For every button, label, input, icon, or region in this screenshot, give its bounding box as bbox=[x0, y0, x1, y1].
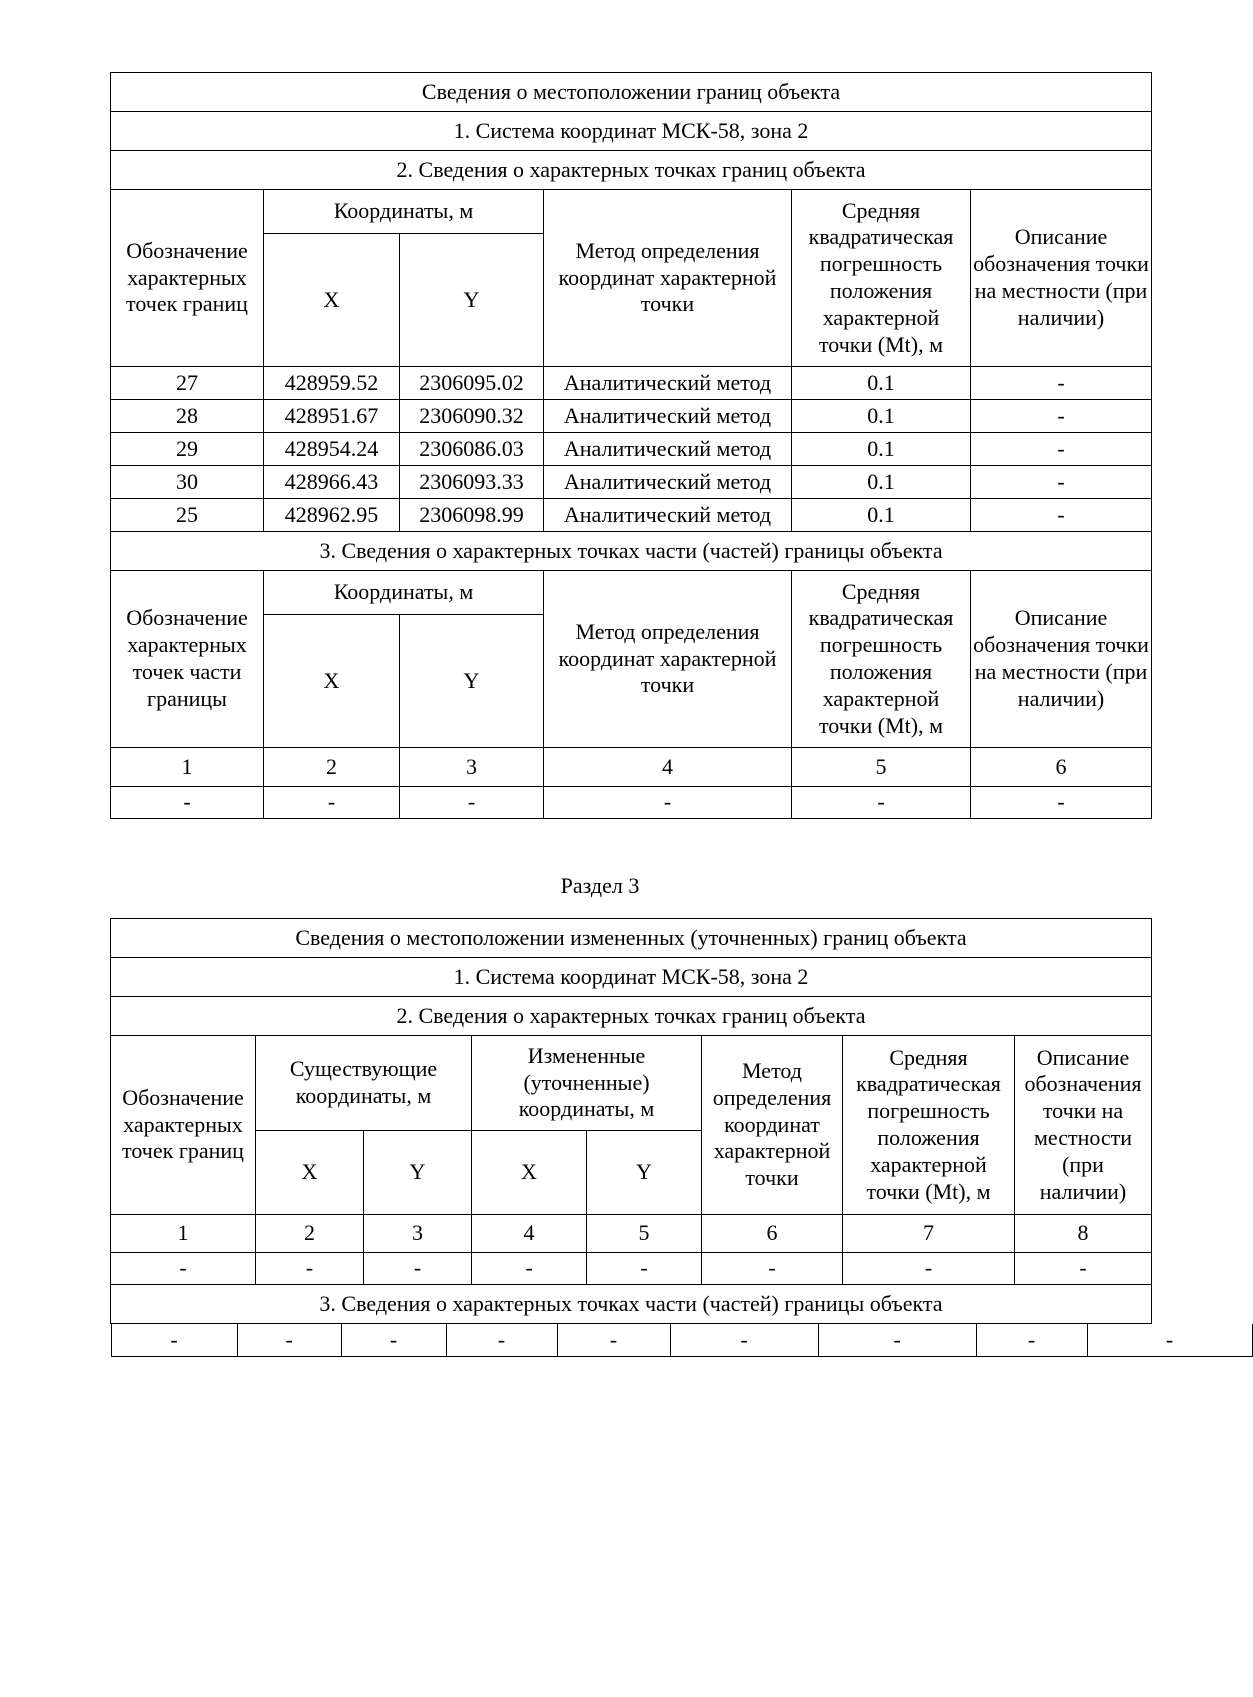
table-row bbox=[111, 787, 1152, 819]
cell-error: 0.1 bbox=[792, 499, 971, 532]
cell-x: 428962.95 bbox=[264, 499, 400, 532]
cell-error: 0.1 bbox=[792, 367, 971, 400]
header-desc: Описание обозначения точки на местности (при наличии) bbox=[971, 190, 1152, 367]
empty-cell: - bbox=[256, 1253, 364, 1285]
column-number: 7 bbox=[843, 1215, 1015, 1253]
header-method: Метод определения координат характерной точки bbox=[544, 190, 792, 367]
cell-method: Аналитический метод bbox=[544, 499, 792, 532]
cell-desc: - bbox=[971, 499, 1152, 532]
empty-cell: - bbox=[472, 1253, 587, 1285]
section-3-title: 3. Сведения о характерных точках части (частей) границы объекта bbox=[111, 1285, 1152, 1324]
empty-cell: - bbox=[971, 787, 1152, 819]
header-changed-coords: Измененные (уточненные) координаты, м bbox=[472, 1036, 702, 1131]
cell-desc: - bbox=[971, 466, 1152, 499]
cell-point: 28 bbox=[111, 400, 264, 433]
section-3-title: 3. Сведения о характерных точках части (частей) границы объекта bbox=[111, 532, 1152, 571]
header-desc: Описание обозначения точки на местности (при наличии) bbox=[971, 571, 1152, 748]
column-number: 3 bbox=[364, 1215, 472, 1253]
header-error: Средняя квадратическая погрешность положения характерной точки (Mt), м bbox=[792, 190, 971, 367]
header-x: X bbox=[264, 234, 400, 367]
empty-cell: - bbox=[557, 1324, 670, 1356]
cell-method: Аналитический метод bbox=[544, 466, 792, 499]
empty-cell: - bbox=[976, 1324, 1087, 1356]
cell-y: 2306093.33 bbox=[400, 466, 544, 499]
header-x: X bbox=[256, 1131, 364, 1215]
column-number: 2 bbox=[264, 748, 400, 787]
empty-cell: - bbox=[1087, 1324, 1252, 1356]
cell-x: 428966.43 bbox=[264, 466, 400, 499]
table-row bbox=[111, 367, 1152, 400]
cell-x: 428959.52 bbox=[264, 367, 400, 400]
column-number: 4 bbox=[544, 748, 792, 787]
column-number-row bbox=[111, 1215, 1152, 1253]
cell-y: 2306086.03 bbox=[400, 433, 544, 466]
empty-cell: - bbox=[364, 1253, 472, 1285]
column-number: 5 bbox=[587, 1215, 702, 1253]
cell-x: 428951.67 bbox=[264, 400, 400, 433]
empty-cell: - bbox=[111, 787, 264, 819]
header-y: Y bbox=[400, 234, 544, 367]
cell-error: 0.1 bbox=[792, 400, 971, 433]
cell-y: 2306095.02 bbox=[400, 367, 544, 400]
empty-cell: - bbox=[587, 1253, 702, 1285]
column-number-row bbox=[111, 748, 1152, 787]
empty-cell: - bbox=[341, 1324, 446, 1356]
header-existing-coords: Существующие координаты, м bbox=[256, 1036, 472, 1131]
part-row-container bbox=[111, 1324, 1174, 1357]
empty-cell: - bbox=[237, 1324, 341, 1356]
column-number: 2 bbox=[256, 1215, 364, 1253]
header-x: X bbox=[472, 1131, 587, 1215]
empty-cell: - bbox=[1015, 1253, 1152, 1285]
header-point: Обозначение характерных точек границ bbox=[111, 190, 264, 367]
cell-error: 0.1 bbox=[792, 433, 971, 466]
header-coords: Координаты, м bbox=[264, 571, 544, 615]
column-number: 1 bbox=[111, 1215, 256, 1253]
coordinate-system: 1. Система координат МСК-58, зона 2 bbox=[111, 958, 1152, 997]
table-row bbox=[111, 1324, 1152, 1357]
header-y: Y bbox=[364, 1131, 472, 1215]
cell-y: 2306090.32 bbox=[400, 400, 544, 433]
empty-cell: - bbox=[843, 1253, 1015, 1285]
empty-cell: - bbox=[111, 1253, 256, 1285]
section-2-title: 2. Сведения о характерных точках границ объекта bbox=[111, 997, 1152, 1036]
header-point: Обозначение характерных точек границ bbox=[111, 1036, 256, 1215]
column-number: 6 bbox=[702, 1215, 843, 1253]
column-number: 1 bbox=[111, 748, 264, 787]
column-number: 4 bbox=[472, 1215, 587, 1253]
cell-desc: - bbox=[971, 400, 1152, 433]
empty-cell: - bbox=[702, 1253, 843, 1285]
boundary-location-table bbox=[110, 72, 1152, 819]
column-number: 6 bbox=[971, 748, 1152, 787]
table-row bbox=[111, 400, 1152, 433]
table-title: Сведения о местоположении измененных (уточненных) границ объекта bbox=[111, 919, 1152, 958]
empty-cell: - bbox=[400, 787, 544, 819]
table-row bbox=[111, 1253, 1152, 1285]
cell-point: 27 bbox=[111, 367, 264, 400]
cell-point: 30 bbox=[111, 466, 264, 499]
cell-x: 428954.24 bbox=[264, 433, 400, 466]
cell-desc: - bbox=[971, 433, 1152, 466]
header-method: Метод определения координат характерной точки bbox=[702, 1036, 843, 1215]
empty-cell: - bbox=[818, 1324, 976, 1356]
cell-point: 29 bbox=[111, 433, 264, 466]
part-points-row bbox=[111, 1324, 1253, 1357]
cell-error: 0.1 bbox=[792, 466, 971, 499]
cell-method: Аналитический метод bbox=[544, 433, 792, 466]
table-row bbox=[111, 466, 1152, 499]
column-number: 3 bbox=[400, 748, 544, 787]
table-row bbox=[111, 499, 1152, 532]
section-title: Раздел 3 bbox=[560, 873, 640, 898]
empty-cell: - bbox=[792, 787, 971, 819]
cell-y: 2306098.99 bbox=[400, 499, 544, 532]
header-desc: Описание обозначения точки на местности (при наличии) bbox=[1015, 1036, 1152, 1215]
changed-boundary-table bbox=[110, 918, 1174, 1357]
header-method: Метод определения координат характерной точки bbox=[544, 571, 792, 748]
cell-method: Аналитический метод bbox=[544, 400, 792, 433]
header-y: Y bbox=[400, 615, 544, 748]
empty-cell: - bbox=[264, 787, 400, 819]
empty-cell: - bbox=[446, 1324, 557, 1356]
table-row bbox=[111, 433, 1152, 466]
cell-desc: - bbox=[971, 367, 1152, 400]
table-title: Сведения о местоположении границ объекта bbox=[111, 73, 1152, 112]
coordinate-system: 1. Система координат МСК-58, зона 2 bbox=[111, 112, 1152, 151]
header-coords: Координаты, м bbox=[264, 190, 544, 234]
empty-cell: - bbox=[111, 1324, 237, 1356]
header-y: Y bbox=[587, 1131, 702, 1215]
cell-method: Аналитический метод bbox=[544, 367, 792, 400]
header-x: X bbox=[264, 615, 400, 748]
section-2-title: 2. Сведения о характерных точках границ объекта bbox=[111, 151, 1152, 190]
header-error: Средняя квадратическая погрешность положения характерной точки (Mt), м bbox=[792, 571, 971, 748]
column-number: 8 bbox=[1015, 1215, 1152, 1253]
empty-cell: - bbox=[544, 787, 792, 819]
column-number: 5 bbox=[792, 748, 971, 787]
empty-cell: - bbox=[670, 1324, 818, 1356]
cell-point: 25 bbox=[111, 499, 264, 532]
header-point-part: Обозначение характерных точек части границы bbox=[111, 571, 264, 748]
header-error: Средняя квадратическая погрешность положения характерной точки (Mt), м bbox=[843, 1036, 1015, 1215]
